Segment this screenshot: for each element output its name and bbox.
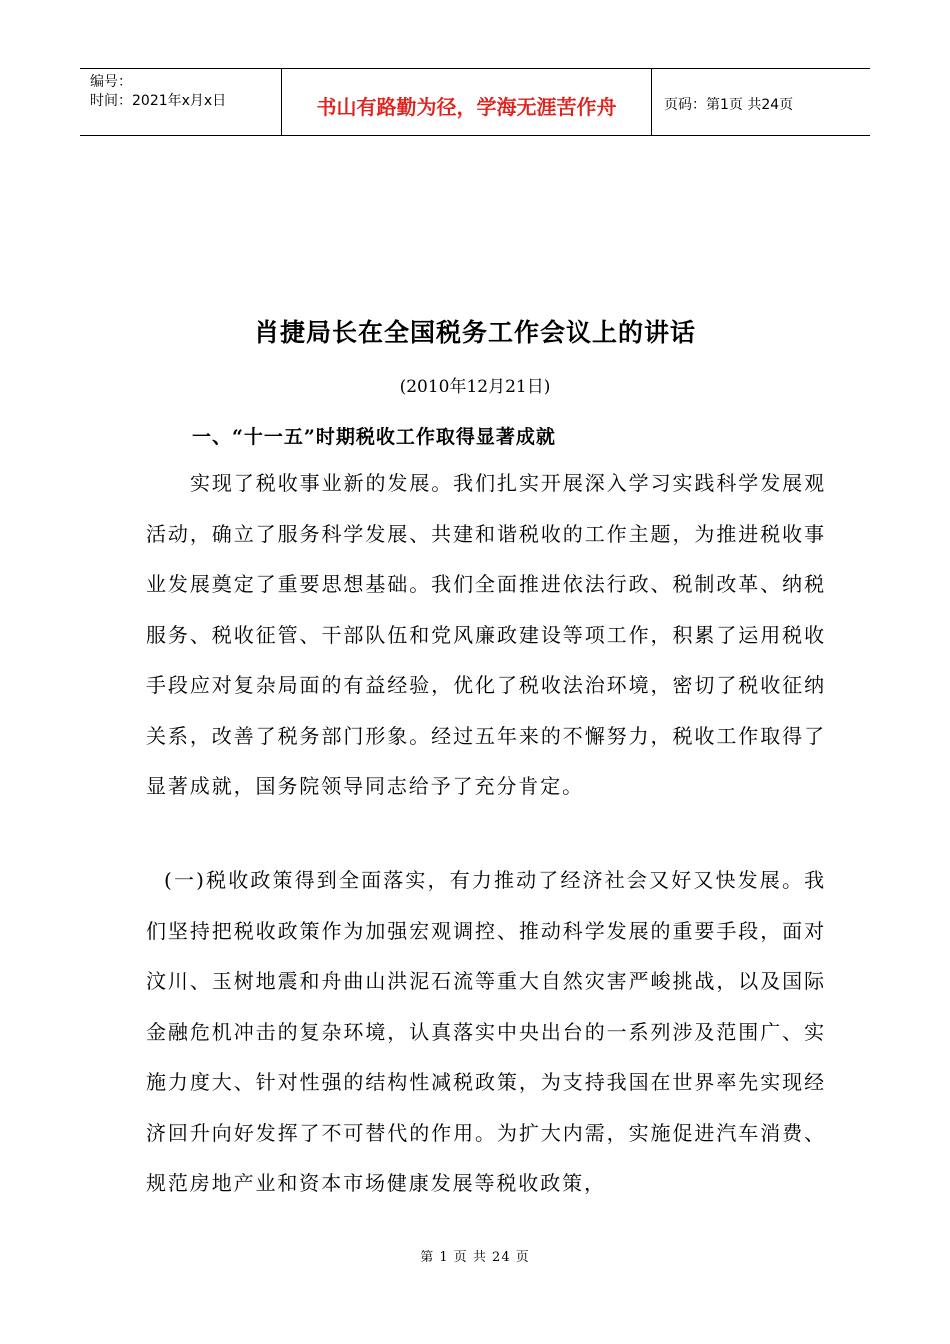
section-heading: 一、“十一五”时期税收工作取得显著成就 bbox=[192, 426, 556, 448]
body-paragraph-1: 实现了税收事业新的发展。我们扎实开展深入学习实践科学发展观活动，确立了服务科学发展、共建和谐税收的工作主题，为推进税收事业发展奠定了重要思想基础。我们全面推进依法行政、税制改革、纳税服务、税收征管、干部队伍和党风廉政建设等项工作，积累了运用税收手段应对复杂局面的有益经验，优化了税收法治环境，密切了税收征纳关系，改善了税务部门形象。经过五年来的不懈努力，税收工作取得了显著成就，国务院领导同志给予了充分肯定。 bbox=[146, 471, 826, 798]
document-title: 肖捷局长在全国税务工作会议上的讲话 bbox=[253, 318, 696, 347]
number-label: 编号： bbox=[90, 74, 132, 90]
document-date: (2010年12月21日) bbox=[399, 377, 551, 397]
document-header bbox=[80, 68, 870, 136]
time-label: 时间：2021年x月x日 bbox=[90, 93, 227, 109]
header-motto-cell bbox=[282, 69, 652, 135]
header-motto: 书山有路勤为径，学海无涯苦作舟 bbox=[316, 94, 617, 119]
body-paragraph-2: (一)税收政策得到全面落实，有力推动了经济社会又好又快发展。我们坚持把税收政策作为加强宏观调控、推动科学发展的重要手段，面对汶川、玉树地震和舟曲山洪泥石流等重大自然灾害严峻挑战，以及国际金融危机冲击的复杂环境，认真落实中央出台的一系列涉及范围广、实施力度大、针对性强的结构性减税政策，为支持我国在世界率先实现经济回升向好发挥了不可替代的作用。为扩大内需，实施促进汽车消费、规范房地产业和资本市场健康发展等税收政策， bbox=[146, 868, 826, 1195]
header-page-info: 页码：第1页 共24页 bbox=[664, 97, 794, 113]
header-page-cell bbox=[652, 69, 870, 135]
page-footer: 第 1 页 共 24 页 bbox=[420, 1250, 530, 1265]
header-meta-cell bbox=[80, 69, 282, 135]
